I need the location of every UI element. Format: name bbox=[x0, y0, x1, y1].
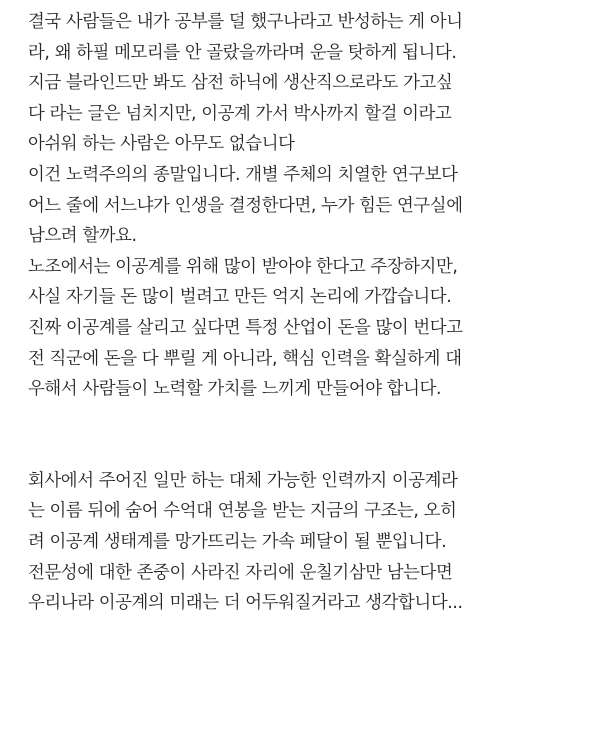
text-line: 이건 노력주의의 종말입니다. 개별 주체의 치열한 연구보다 bbox=[28, 164, 458, 185]
text-line: 아쉬워 하는 사람은 아무도 없습니다 bbox=[28, 134, 295, 155]
paragraph-3 bbox=[28, 252, 588, 405]
text-line: 다 라는 글은 넘치지만, 이공계 가서 박사까지 할걸 이라고 bbox=[28, 103, 452, 124]
text-line: 려 이공계 생태계를 망가뜨리는 가속 페달이 될 뿐입니다. bbox=[28, 531, 447, 552]
text-line: 사실 자기들 돈 많이 벌려고 만든 억지 논리에 가깝습니다. bbox=[28, 287, 452, 308]
text-line: 진짜 이공계를 살리고 싶다면 특정 산업이 돈을 많이 번다고 bbox=[28, 317, 463, 338]
text-line: 남으려 할까요. bbox=[28, 226, 137, 247]
text-line: 전 직군에 돈을 다 뿌릴 게 아니라, 핵심 인력을 확실하게 대 bbox=[28, 348, 462, 369]
text-line: 지금 블라인드만 봐도 삼전 하닉에 생산직으로라도 가고싶 bbox=[28, 73, 453, 94]
text-line: 결국 사람들은 내가 공부를 덜 했구나라고 반성하는 게 아니 bbox=[28, 12, 463, 32]
text-line: 노조에서는 이공계를 위해 많이 받아야 한다고 주장하지만, bbox=[28, 256, 458, 277]
text-line: 우리나라 이공계의 미래는 더 어두워질거라고 생각합니다... bbox=[28, 593, 463, 614]
document-body bbox=[28, 7, 588, 619]
paragraph-spacer bbox=[28, 405, 588, 466]
text-line: 어느 줄에 서느냐가 인생을 결정한다면, 누가 힘든 연구실에 bbox=[28, 195, 463, 216]
paragraph-1 bbox=[28, 7, 588, 160]
text-line: 우해서 사람들이 노력할 가치를 느끼게 만들어야 합니다. bbox=[28, 379, 442, 400]
text-line: 라, 왜 하필 메모리를 안 골랐을까라며 운을 탓하게 됩니다. bbox=[28, 42, 457, 63]
paragraph-2 bbox=[28, 160, 588, 252]
text-line: 는 이름 뒤에 숨어 수억대 연봉을 받는 지금의 구조는, 오히 bbox=[28, 501, 457, 522]
text-line: 전문성에 대한 존중이 사라진 자리에 운칠기삼만 남는다면 bbox=[28, 562, 453, 583]
paragraph-4 bbox=[28, 466, 588, 619]
text-line: 회사에서 주어진 일만 하는 대체 가능한 인력까지 이공계라 bbox=[28, 470, 458, 491]
